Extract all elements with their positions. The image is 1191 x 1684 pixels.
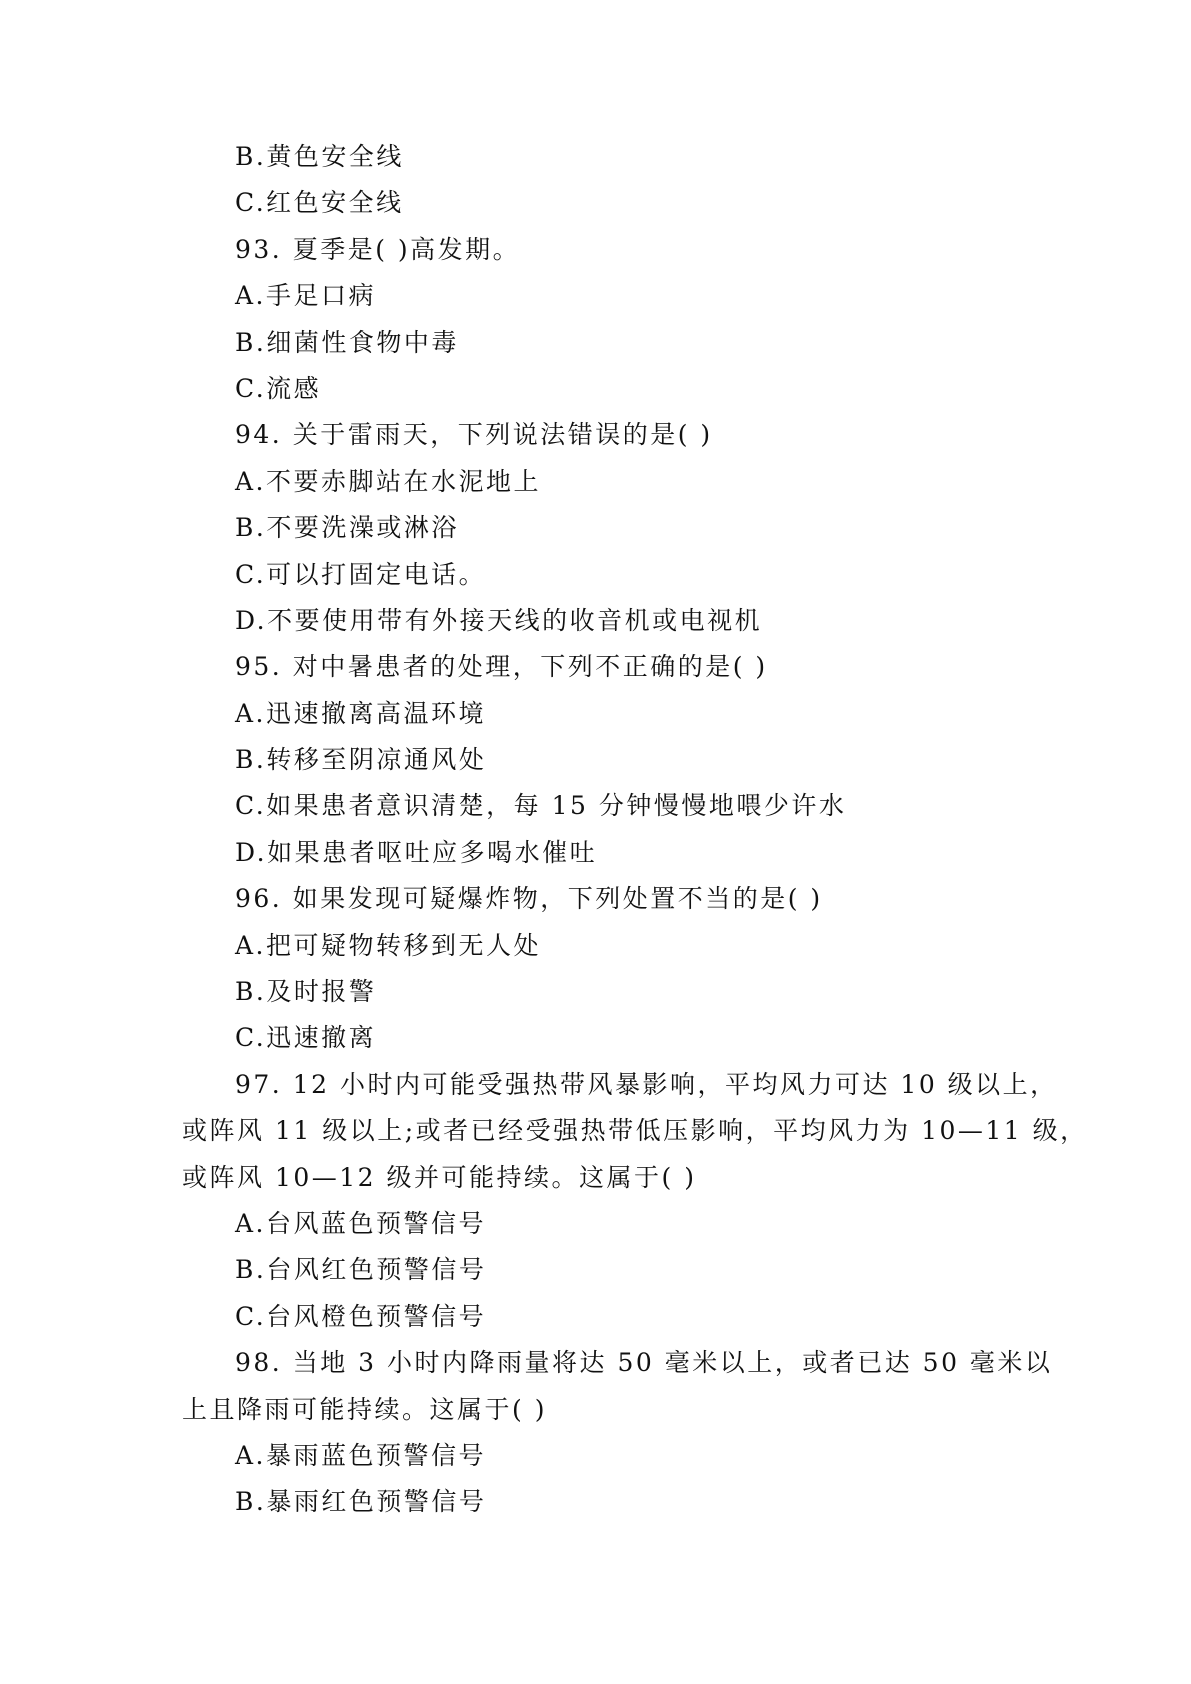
question-97-line-2: 或阵风 11 级以上;或者已经受强热带低压影响，平均风力为 10—11 级， bbox=[182, 1116, 1088, 1146]
q94-option-c: C.可以打固定电话。 bbox=[235, 559, 487, 589]
question-98-line-2: 上且降雨可能持续。这属于( ) bbox=[182, 1394, 547, 1424]
q95-option-c: C.如果患者意识清楚，每 15 分钟慢慢地喂少许水 bbox=[235, 791, 847, 821]
q94-option-b: B.不要洗澡或淋浴 bbox=[235, 513, 459, 543]
q93-option-c: C.流感 bbox=[235, 373, 322, 403]
q94-option-d: D.不要使用带有外接天线的收音机或电视机 bbox=[235, 605, 763, 635]
question-93: 93. 夏季是( )高发期。 bbox=[235, 234, 521, 264]
q95-option-a: A.迅速撤离高温环境 bbox=[235, 698, 487, 728]
q95-option-b: B.转移至阴凉通风处 bbox=[235, 745, 487, 775]
question-98-line-1: 98. 当地 3 小时内降雨量将达 50 毫米以上，或者已达 50 毫米以 bbox=[235, 1348, 1053, 1378]
q98-option-a: A.暴雨蓝色预警信号 bbox=[235, 1440, 487, 1470]
question-97-line-3: 或阵风 10—12 级并可能持续。这属于( ) bbox=[182, 1162, 697, 1192]
q97-option-a: A.台风蓝色预警信号 bbox=[235, 1208, 487, 1238]
question-96: 96. 如果发现可疑爆炸物，下列处置不当的是( ) bbox=[235, 884, 823, 914]
option-b-yellow-line: B.黄色安全线 bbox=[235, 142, 404, 171]
q93-option-b: B.细菌性食物中毒 bbox=[235, 327, 459, 357]
q97-option-b: B.台风红色预警信号 bbox=[235, 1255, 487, 1285]
page-content bbox=[182, 134, 1088, 1526]
q98-option-b: B.暴雨红色预警信号 bbox=[235, 1487, 487, 1517]
q94-option-a: A.不要赤脚站在水泥地上 bbox=[235, 466, 542, 496]
q96-option-c: C.迅速撤离 bbox=[235, 1023, 377, 1053]
q96-option-a: A.把可疑物转移到无人处 bbox=[235, 930, 542, 960]
q93-option-a: A.手足口病 bbox=[235, 281, 377, 311]
q96-option-b: B.及时报警 bbox=[235, 977, 377, 1007]
question-94: 94. 关于雷雨天，下列说法错误的是( ) bbox=[235, 420, 713, 450]
question-95: 95. 对中暑患者的处理，下列不正确的是( ) bbox=[235, 652, 768, 682]
q97-option-c: C.台风橙色预警信号 bbox=[235, 1301, 487, 1331]
option-c-red-line: C.红色安全线 bbox=[235, 188, 404, 218]
q95-option-d: D.如果患者呕吐应多喝水催吐 bbox=[235, 837, 598, 867]
question-97-line-1: 97. 12 小时内可能受强热带风暴影响，平均风力可达 10 级以上， bbox=[235, 1069, 1058, 1099]
